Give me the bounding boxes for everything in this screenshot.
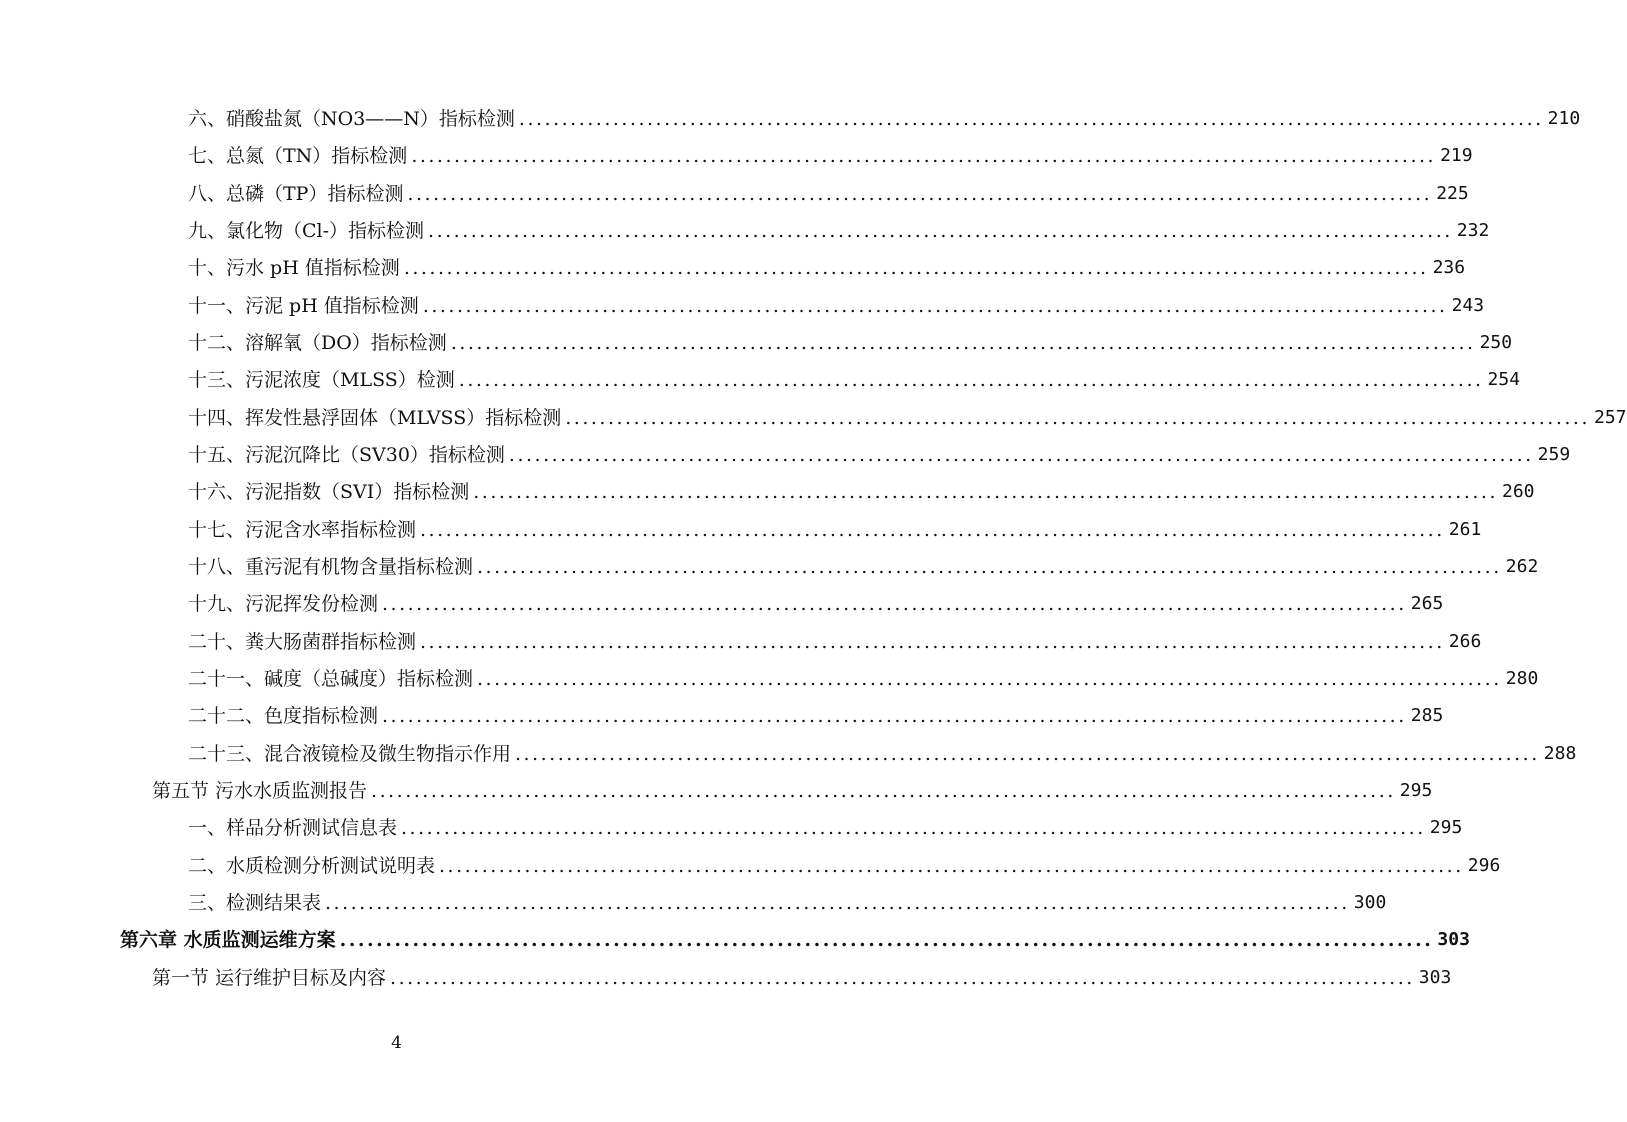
toc-entry[interactable]: [188, 848, 1501, 878]
toc-entry[interactable]: [188, 885, 1387, 915]
toc-entry-title: 十四、挥发性悬浮固体（MLVSS）指标检测: [188, 407, 562, 429]
toc-entry-title: 八、总磷（TP）指标检测: [188, 183, 404, 205]
toc-entry-page: 303: [1418, 967, 1452, 988]
toc-entry[interactable]: [188, 624, 1482, 654]
toc-entry-title: 十八、重污泥有机物含量指标检测: [188, 556, 474, 578]
toc-entry-title: 第五节 污水水质监测报告: [152, 780, 368, 802]
toc-entry-page: 295: [1399, 780, 1433, 801]
dot-leader: ........................................................................................................................: [420, 519, 1445, 541]
toc-entry-chapter[interactable]: [120, 922, 1470, 952]
dot-leader: ........................................................................................................................: [420, 631, 1445, 653]
toc-entry[interactable]: [188, 325, 1513, 355]
dot-leader: ........................................................................................................................: [518, 108, 1544, 130]
toc-entry-page: 254: [1487, 369, 1521, 390]
toc-entry[interactable]: [188, 288, 1485, 318]
toc-entry-title: 一、样品分析测试信息表: [188, 817, 398, 839]
toc-entry-page: 225: [1436, 183, 1469, 204]
toc-entry-title: 六、硝酸盐氮（NO3——N）指标检测: [188, 108, 515, 130]
toc-entry-title: 十六、污泥指数（SVI）指标检测: [188, 481, 470, 503]
dot-leader: ........................................................................................................................: [508, 444, 1534, 466]
dot-leader: ........................................................................................................................: [450, 332, 1476, 354]
toc-entry[interactable]: [188, 213, 1490, 243]
dot-leader: ........................................................................................................................: [382, 705, 1407, 727]
toc-entry-title: 第六章 水质监测运维方案: [120, 929, 336, 951]
toc-entry-page: 303: [1437, 929, 1470, 950]
toc-entry-page: 266: [1448, 631, 1482, 652]
toc-entry[interactable]: [188, 400, 1627, 430]
dot-leader: ........................................................................................................................: [339, 929, 1434, 951]
toc-entry[interactable]: [188, 512, 1482, 542]
toc-entry-title: 十、污水 pH 值指标检测: [188, 257, 400, 279]
toc-entry-page: 257: [1594, 407, 1627, 428]
toc-entry-page: 259: [1537, 444, 1571, 465]
toc-entry-page: 232: [1456, 220, 1490, 241]
toc-entry-page: 300: [1353, 892, 1387, 913]
toc-entry-title: 十七、污泥含水率指标检测: [188, 519, 417, 541]
dot-leader: ........................................................................................................................: [390, 967, 1415, 989]
toc-entry[interactable]: [188, 474, 1535, 504]
toc-entry-page: 261: [1448, 519, 1482, 540]
toc-entry[interactable]: [188, 810, 1463, 840]
toc-entry[interactable]: [188, 362, 1521, 392]
toc-entry-title: 十九、污泥挥发份检测: [188, 593, 379, 615]
dot-leader: ........................................................................................................................: [515, 743, 1540, 765]
toc-entry-page: 243: [1451, 295, 1485, 316]
toc-entry-title: 二十、粪大肠菌群指标检测: [188, 631, 417, 653]
toc-entry[interactable]: [188, 138, 1473, 168]
toc-entry-page: 210: [1547, 108, 1581, 129]
dot-leader: ........................................................................................................................: [371, 780, 1396, 802]
dot-leader: ........................................................................................................................: [473, 481, 1498, 503]
toc-entry[interactable]: [188, 698, 1444, 728]
toc-entry[interactable]: [188, 101, 1581, 131]
dot-leader: ........................................................................................................................: [411, 145, 1437, 167]
dot-leader: ........................................................................................................................: [403, 257, 1429, 279]
toc-entry-section[interactable]: [152, 960, 1452, 990]
toc-entry[interactable]: [188, 586, 1444, 616]
toc-entry-page: 219: [1440, 145, 1473, 166]
toc-entry-title: 第一节 运行维护目标及内容: [152, 967, 387, 989]
toc-entry-page: 236: [1432, 257, 1466, 278]
toc-entry-title: 二十二、色度指标检测: [188, 705, 379, 727]
toc-entry-title: 十三、污泥浓度（MLSS）检测: [188, 369, 455, 391]
dot-leader: ........................................................................................................................: [477, 556, 1502, 578]
toc-entry[interactable]: [188, 176, 1469, 206]
toc-entry[interactable]: [188, 736, 1577, 766]
toc-entry-page: 250: [1479, 332, 1513, 353]
toc-entry-title: 二、水质检测分析测试说明表: [188, 855, 436, 877]
toc-entry-title: 十一、污泥 pH 值指标检测: [188, 295, 419, 317]
toc-entry-title: 九、氯化物（Cl-）指标检测: [188, 220, 425, 242]
toc-entry-title: 十二、溶解氧（DO）指标检测: [188, 332, 447, 354]
dot-leader: ........................................................................................................................: [565, 407, 1590, 429]
dot-leader: ........................................................................................................................: [407, 183, 1433, 205]
toc-entry-page: 280: [1505, 668, 1539, 689]
toc-entry[interactable]: [188, 250, 1466, 280]
dot-leader: ........................................................................................................................: [382, 593, 1407, 615]
toc-entry-page: 288: [1543, 743, 1577, 764]
dot-leader: ........................................................................................................................: [422, 295, 1448, 317]
toc-entry-title: 十五、污泥沉降比（SV30）指标检测: [188, 444, 505, 466]
toc-entry-page: 296: [1467, 855, 1501, 876]
toc-entry[interactable]: [188, 437, 1571, 467]
dot-leader: ........................................................................................................................: [401, 817, 1426, 839]
toc-entry-title: 二十三、混合液镜检及微生物指示作用: [188, 743, 512, 765]
dot-leader: ........................................................................................................................: [325, 892, 1350, 914]
toc-entry-page: 295: [1429, 817, 1463, 838]
toc-entry-section[interactable]: [152, 773, 1433, 803]
toc-entry[interactable]: [188, 661, 1539, 691]
dot-leader: ........................................................................................................................: [477, 668, 1502, 690]
dot-leader: ........................................................................................................................: [428, 220, 1453, 242]
dot-leader: ........................................................................................................................: [439, 855, 1464, 877]
toc-entry-title: 二十一、碱度（总碱度）指标检测: [188, 668, 474, 690]
toc-entry-page: 262: [1505, 556, 1539, 577]
toc-entry-page: 260: [1502, 481, 1535, 502]
toc-entry-page: 285: [1410, 705, 1444, 726]
toc-entry-title: 七、总氮（TN）指标检测: [188, 145, 408, 167]
toc-entry[interactable]: [188, 549, 1539, 579]
toc-entry-title: 三、检测结果表: [188, 892, 322, 914]
toc-entry-page: 265: [1410, 593, 1444, 614]
page-number: 4: [391, 1033, 402, 1053]
dot-leader: ........................................................................................................................: [458, 369, 1484, 391]
